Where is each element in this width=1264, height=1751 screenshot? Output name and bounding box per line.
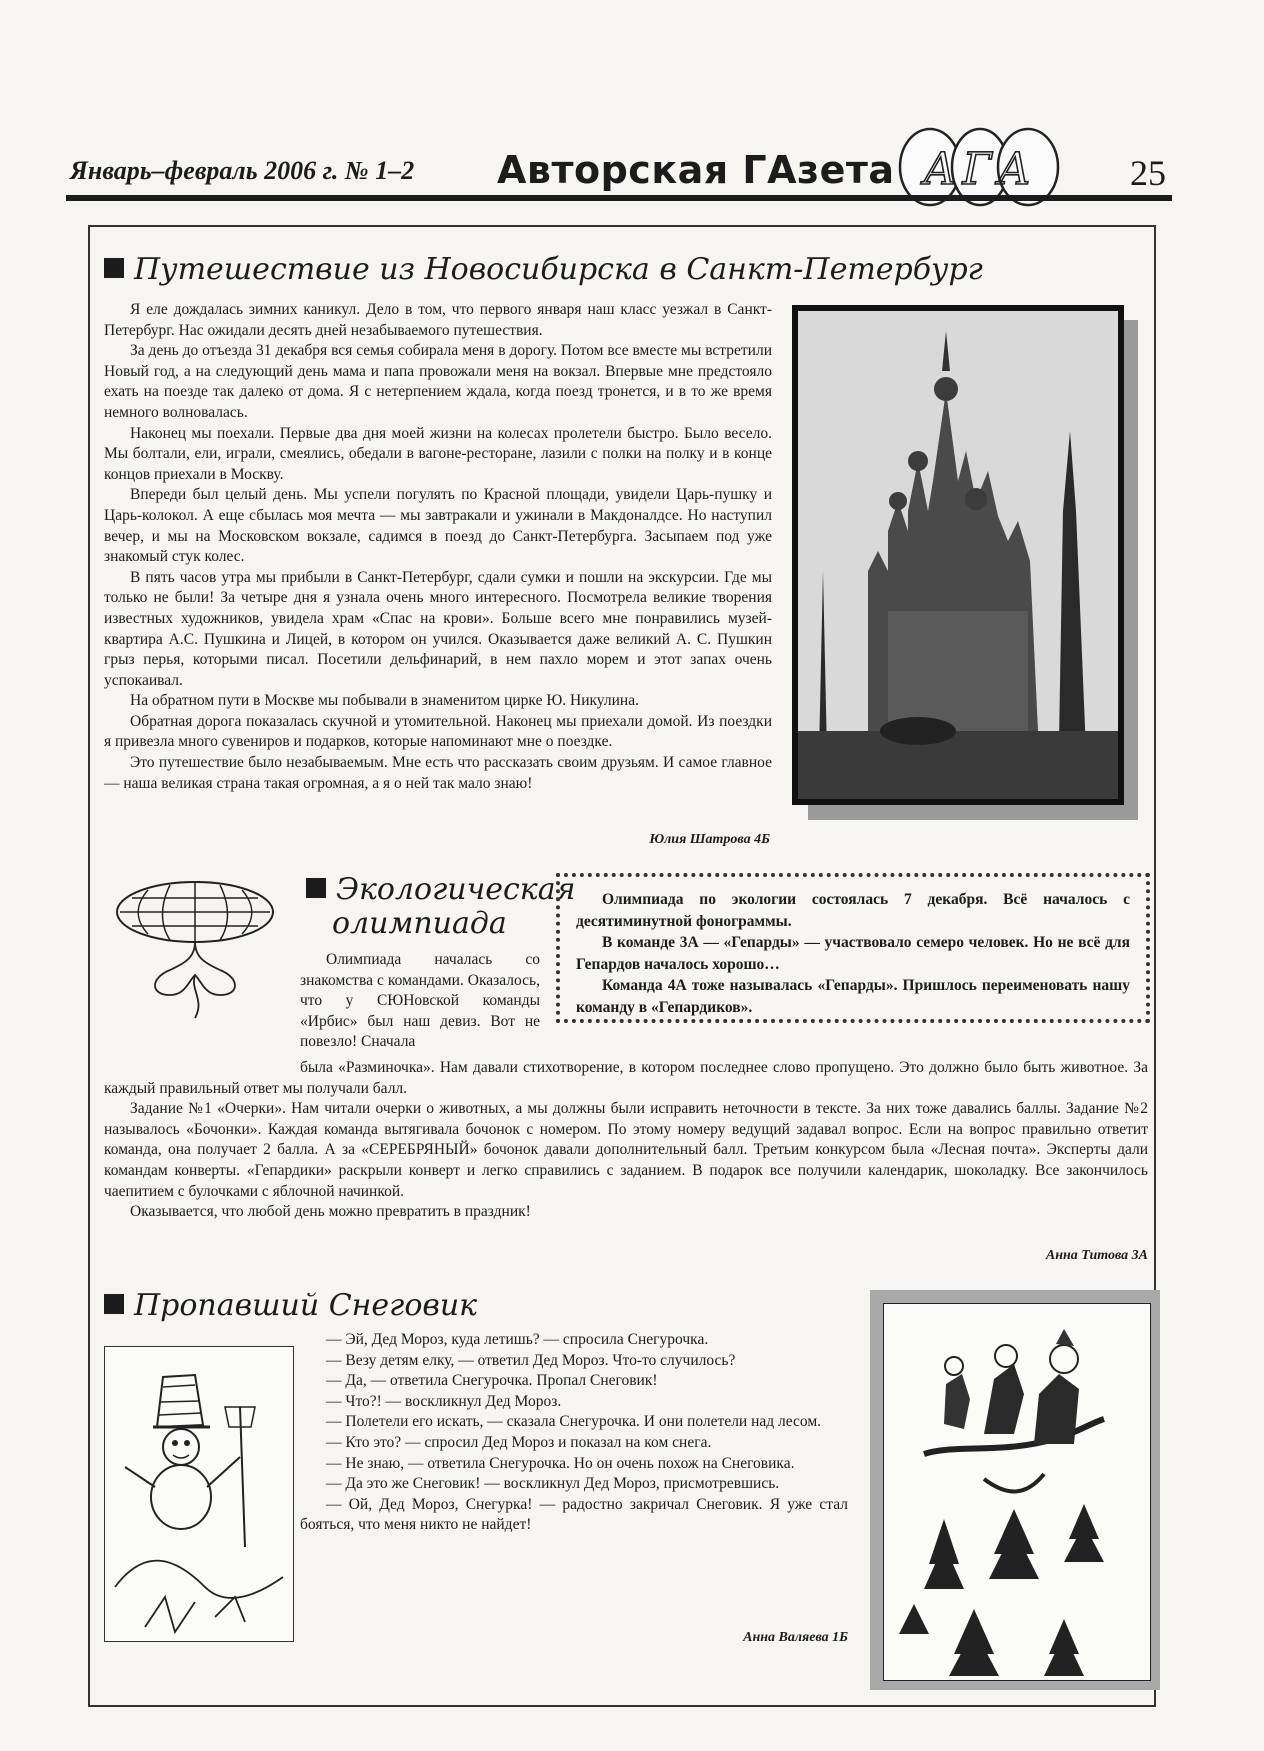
paragraph: Наконец мы поехали. Первые два дня моей жизни на колесах пролетели быстро. Было весело. Мы болтали, ели, играли, смеялись, обедали в вагоне-ресторане, лазили с полки на полку и в конце концов приехали в Москву. — [104, 424, 772, 483]
bullet-square-icon — [104, 258, 124, 278]
dialogue-line: — Не знаю, — ответила Снегурочка. Но он очень похож на Снеговика. — [326, 1454, 795, 1472]
article2-title-line2: олимпиада — [332, 906, 507, 941]
globe-flower-drawing — [110, 870, 280, 1020]
paragraph: Олимпиада началась со знакомства с командами. Оказалось, что у СЮНовской команды «Ирбис» был наш девиз. Вот не повезло! Сначала — [300, 951, 540, 1051]
paragraph: Задание №1 «Очерки». Нам читали очерки о животных, а мы должны были исправить неточности в тексте. За них тоже давались баллы. Задание №2 называлось «Бочонки». Каждая команда вытягивала бочонок с номером. По этому номеру ведущий задавал вопрос. Если на вопрос правильно ответит команда, она получает 2 балла. А за «СЕРЕБРЯНЫЙ» бочонок давали дополнительный балл. Третьим конкурсом была «Лесная почта». Эксперты дали командам конверты. «Гепардики» раскрыли конверт и легко справились с заданием. В подарок все получили календарик, шоколадку. Все закончилось чаепитием с булочками с яблочной начинкой. — [104, 1100, 1148, 1200]
newspaper-title: Авторская ГАзета — [497, 148, 895, 192]
bullet-square-icon — [306, 878, 326, 898]
article2-heading — [306, 872, 575, 907]
article2-lead — [300, 950, 540, 1053]
dialogue-line: — Да это же Снеговик! — воскликнул Дед Мороз, присмотревшись. — [326, 1475, 780, 1493]
article3-body — [300, 1330, 848, 1536]
dialogue-line: — Эй, Дед Мороз, куда летишь? — спросила Снегурочка. — [326, 1331, 709, 1348]
paragraph: В пять часов утра мы прибыли в Санкт-Петербург, сдали сумки и пошли на экскурсии. Где мы только не были! За четыре дня я узнала очень много интересного. Посмотрела великие творения известных художников, увидела храм «Спас на крови». Больше всего мне понравились музей-квартира А.С. Пушкина и Лицей, в котором он учился. Оказывается даже великий А. С. Пушкин грыз перья, которыми писал. Посетили дельфинарий, в нем пахло морем и этот запах очень успокаивал. — [104, 568, 772, 689]
paragraph-continuation: была «Разминочка». Нам давали стихотворение, в котором последнее слово пропущено. Это должно было быть животное. За каждый правильный ответ мы получали балл. — [104, 1059, 1148, 1097]
paragraph: Впереди был целый день. Мы успели погулять по Красной площади, увидели Царь-пушку и Царь-колокол. А еще сбылась моя мечта — мы завтракали и ужинали в Макдоналдсе. Но наступил вечер, и мы на Московском вокзале, садимся в поезд до Санкт-Петербурга. Засыпаем под уже знакомый стук колес. — [104, 486, 772, 566]
article3-heading — [104, 1288, 477, 1323]
dialogue-line: — Полетели его искать, — сказала Снегурочка. И они полетели над лесом. — [326, 1413, 822, 1431]
page-number: 25 — [1130, 153, 1166, 193]
masthead-rule — [66, 195, 1172, 201]
dialogue-line: — Везу детям елку, — ответил Дед Мороз. Что-то случилось? — [326, 1351, 736, 1369]
article2-author: Анна Титова 3А — [1045, 1248, 1148, 1263]
article1-heading — [104, 252, 983, 287]
logo-text: АГА — [923, 144, 1037, 195]
paragraph: Это путешествие было незабываемым. Мне есть что рассказать своим друзьям. И самое главное — наша великая страна такая огромная, а я о ней так мало знаю! — [104, 754, 772, 792]
article1-author: Юлия Шатрова 4Б — [649, 832, 770, 847]
article1-body — [104, 300, 772, 794]
box-paragraph: В команде 3А — «Гепарды» — участвовало семеро человек. Но не всё для Гепардов началось хорошо… — [576, 934, 1130, 973]
article1-title: Путешествие из Новосибирска в Санкт-Петербург — [134, 252, 983, 287]
article3-author: Анна Валяева 1Б — [743, 1630, 848, 1645]
paragraph: Оказывается, что любой день можно превратить в праздник! — [130, 1203, 531, 1221]
dialogue-line: — Кто это? — спросил Дед Мороз и показал на ком снега. — [326, 1433, 712, 1451]
snowman-drawing — [104, 1346, 294, 1642]
bullet-square-icon — [104, 1294, 124, 1314]
paragraph: Я еле дождалась зимних каникул. Дело в том, что первого января наш класс уезжал в Санкт-Петербург. Нас ожидали десять дней незабываемого путешествия. — [104, 301, 772, 339]
paragraph: Обратная дорога показалась скучной и утомительной. Наконец мы приехали домой. Из поездки я привезла много сувениров и подарков, которые напоминают мне о поездке. — [104, 712, 772, 751]
olympiad-info-box — [556, 873, 1150, 1023]
dialogue-line: — Да, — ответила Снегурочка. Пропал Снеговик! — [326, 1372, 658, 1390]
dialogue-line: — Ой, Дед Мороз, Снегурка! — радостно закричал Снеговик. Я уже стал бояться, что меня никто не найдет! — [300, 1495, 848, 1534]
sleigh-forest-drawing — [883, 1303, 1151, 1681]
article2-body — [104, 1058, 1148, 1223]
article2-title-line1: Экологическая — [336, 872, 576, 907]
issue-date: Январь–февраль 2006 г. № 1–2 — [70, 156, 415, 185]
dialogue-line: — Что?! — воскликнул Дед Мороз. — [326, 1392, 562, 1410]
paragraph: На обратном пути в Москве мы побывали в знаменитом цирке Ю. Никулина. — [130, 692, 639, 710]
box-paragraph: Команда 4А тоже называлась «Гепарды». Пришлось переименовать нашу команду в «Гепардиков». — [576, 977, 1130, 1016]
cathedral-photo — [792, 305, 1124, 805]
article3-title: Пропавший Снеговик — [134, 1288, 478, 1323]
paragraph: За день до отъезда 31 декабря вся семья собирала меня в дорогу. Потом все вместе мы встретили Новый год, а на следующий день мама и папа провожали меня на вокзал. Впервые мне предстояло ехать на поезде так далеко от дома. Я с нетерпением ждала, когда поезд тронется, и в то же время немного волновалась. — [104, 342, 772, 421]
box-paragraph: Олимпиада по экологии состоялась 7 декабря. Всё началось с десятиминутной фонограммы. — [576, 891, 1130, 930]
